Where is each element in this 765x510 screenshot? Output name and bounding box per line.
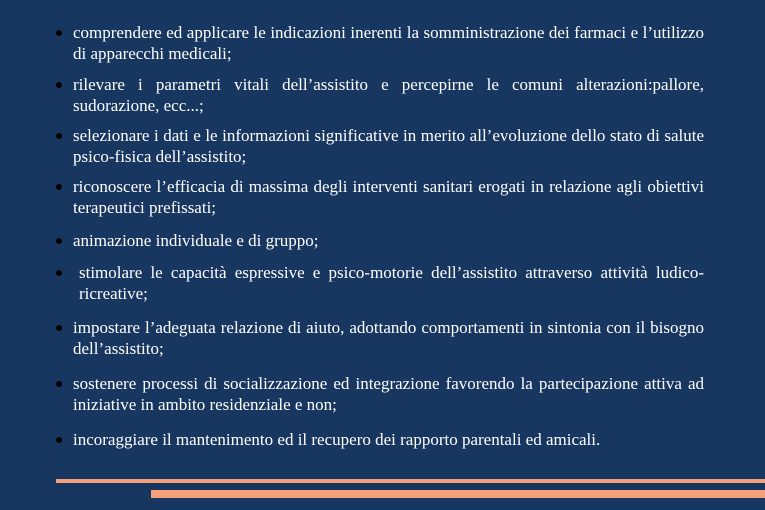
decorative-bar-lower: [151, 490, 765, 498]
list-item: [56, 22, 704, 64]
bullet-dot-icon: [56, 133, 62, 139]
decorative-bar-upper: [56, 479, 765, 483]
bullet-dot-icon: [56, 30, 62, 36]
list-item-text: riconoscere l’efficacia di massima degli interventi sanitari erogati in relazione agli obiettivi terapeutici prefissati;: [73, 177, 704, 217]
list-item: [56, 230, 704, 251]
list-item-text: impostare l’adeguata relazione di aiuto, adottando comportamenti in sintonia con il bisogno dell’assistito;: [73, 318, 704, 358]
list-item-text: rilevare i parametri vitali dell’assistito e percepirne le comuni alterazioni:pallore, sudorazione, ecc...;: [73, 75, 704, 115]
bullet-dot-icon: [56, 381, 62, 387]
bullet-dot-icon: [56, 238, 62, 244]
list-item-text: incoraggiare il mantenimento ed il recupero dei rapporto parentali ed amicali.: [73, 430, 601, 449]
bullet-dot-icon: [56, 270, 62, 276]
list-item-text: animazione individuale e di gruppo;: [73, 231, 319, 250]
list-item-text: stimolare le capacità espressive e psico-motorie dell’assistito attraverso attività ludico-ricreative;: [79, 263, 704, 303]
list-item-text: comprendere ed applicare le indicazioni inerenti la somministrazione dei farmaci e l’utilizzo di apparecchi medicali;: [73, 23, 704, 63]
list-item: [56, 262, 704, 304]
list-item-text: sostenere processi di socializzazione ed integrazione favorendo la partecipazione attiva ad iniziative in ambito residenziale e non;: [73, 374, 704, 414]
list-item: [56, 176, 704, 218]
list-item: [56, 429, 704, 450]
bullet-dot-icon: [56, 184, 62, 190]
list-item: [56, 125, 704, 167]
bullet-dot-icon: [56, 82, 62, 88]
list-item: [56, 317, 704, 359]
list-item-text: selezionare i dati e le informazioni significative in merito all’evoluzione dello stato di salute psico-fisica dell’assistito;: [73, 126, 704, 166]
bullet-dot-icon: [56, 325, 62, 331]
list-item: [56, 74, 704, 116]
list-item: [56, 373, 704, 415]
bullet-dot-icon: [56, 437, 62, 443]
